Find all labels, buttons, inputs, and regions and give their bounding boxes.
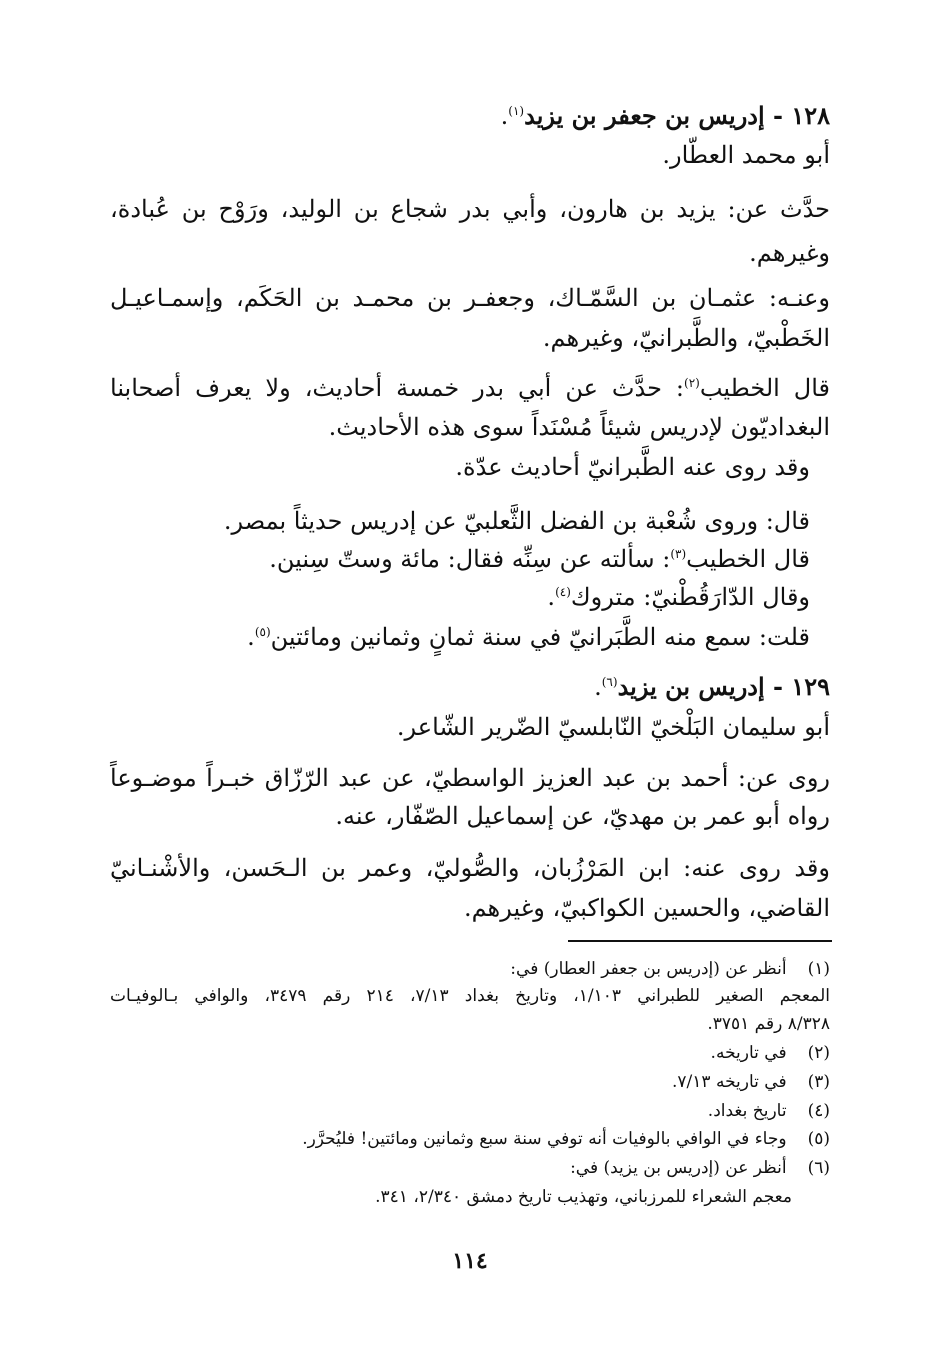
footnote-ref-6: (٦)	[601, 675, 618, 689]
entry-129-rawa-line-1: روى عن: أحمد بن عبد العزيز الواسطيّ، عن عبد الرّزّاق خبـراً موضـوعاً	[110, 764, 830, 792]
entry-128-qultu: قلت: سمع منه الطَّبَرانيّ في سنة ثمانٍ وثمانين ومائتين$^{(٥)}$.	[247, 623, 810, 651]
entry-129-rawa-anhu-line-2: القاضي، والحسين الكواكبيّ، وغيرهم.	[463, 894, 830, 922]
footnote-1-number: (١)	[807, 959, 830, 979]
footnote-ref-5: (٥)	[254, 625, 271, 639]
footnote-6-line-2: معجم الشعراء للمرزباني، وتهذيب تاريخ دمشق ٢/٣٤٠، ٣٤١.	[375, 1187, 792, 1207]
footnote-5-number: (٥)	[807, 1129, 830, 1149]
footnote-4: (٤) تاريخ بغداد.	[707, 1101, 830, 1121]
footnote-6-number: (٦)	[807, 1158, 830, 1178]
footnote-1-line-2: المعجم الصغير للطبراني ١/١٠٣، وتاريخ بغداد ٧/١٣، ٢١٤ رقم ٣٤٧٩، والوافي بـالوفيـات	[110, 986, 830, 1006]
footnote-1-line-3: ٨/٣٢٨ رقم ٣٧٥١.	[707, 1014, 830, 1034]
footnote-ref-3: (٣)	[670, 547, 687, 561]
footnote-5: (٥) وجاء في الوافي بالوفيات أنه توفي سنة سبع وثمانين ومائتين! فليُحرَّر.	[302, 1129, 830, 1149]
entry-129-number: ١٢٩ -	[764, 672, 830, 701]
entry-128-khatib-age: قال الخطيب$^{(٣)}$: سألته عن سِنِّه فقال: مائة وستّ سِنين.	[269, 545, 810, 573]
entry-128-khatib-line-1: قال الخطيب$^{(٢)}$: حدَّث عن أبي بدر خمسة أحاديث، ولا يعرف أصحابنا	[110, 374, 831, 402]
footnote-ref-1: (١)	[508, 104, 525, 118]
entry-128-haddath-line-2: وغيرهم.	[749, 239, 830, 267]
entry-129-kunya: أبو سليمان البَلْخيّ النّابلسيّ الضّرير الشّاعر.	[396, 713, 830, 741]
footnote-6-line-1: (٦) أنظر عن (إدريس بن يزيد) في:	[570, 1158, 830, 1178]
footnote-2: (٢) في تاريخه.	[710, 1043, 830, 1063]
entry-128-name: إدريس بن جعفر بن يزيد	[524, 101, 765, 130]
entry-129-name: إدريس بن يزيد	[617, 672, 765, 701]
footnote-3-number: (٣)	[807, 1072, 830, 1092]
footnote-2-number: (٢)	[807, 1043, 830, 1063]
footnote-separator	[568, 940, 832, 942]
entry-128-number: ١٢٨ -	[764, 101, 830, 130]
entry-128-kunya: أبو محمد العطّار.	[662, 141, 830, 169]
entry-128-khatib-line-2: البغداديّون لإدريس شيئاً مُسْنَداً سوى هذه الأحاديث.	[328, 413, 830, 441]
entry-128-anhu-line-1: وعنـه: عثمـان بن السَّمّـاك، وجعفـر بن محمـد بن الحَكَم، وإسمـاعيـل	[110, 284, 830, 312]
footnote-ref-4: (٤)	[555, 585, 571, 599]
entry-129-rawa-anhu-line-1: وقد روى عنه: ابن المَرْزُبان، والصُّوليّ، وعمر بن الـحَسن، والأشْنـانيّ	[110, 854, 830, 882]
page-number: ١١٤	[452, 1248, 488, 1274]
entry-128-anhu-line-2: الخَطْبيّ، والطَّبرانيّ، وغيرهم.	[542, 324, 830, 352]
entry-128-shuba: قال: وروى شُعْبة بن الفضل الثَّعلبيّ عن إدريس حديثاً بمصر.	[223, 507, 810, 535]
entry-128-tabarani: وقد روى عنه الطَّبرانيّ أحاديث عدّة.	[455, 453, 810, 481]
entry-128-daraqutni: وقال الدّارَقُطْنيّ: متروك$^{(٤)}$.	[547, 583, 810, 611]
footnote-3: (٣) في تاريخه ٧/١٣.	[672, 1072, 830, 1092]
entry-129-rawa-line-2: رواه أبو عمر بن مهديّ، عن إسماعيل الصّفّار، عنه.	[335, 802, 830, 830]
footnote-ref-2: (٢)	[684, 376, 700, 390]
entry-128-heading: ١٢٨ - إدريس بن جعفر بن يزيد$^{(١)}$.	[500, 101, 830, 130]
footnote-4-number: (٤)	[807, 1101, 830, 1121]
entry-128-haddath-line-1: حدَّث عن: يزيد بن هارون، وأبي بدر شجاع بن الوليد، ورَوْح بن عُبادة،	[110, 195, 830, 223]
footnote-1-line-1: (١) أنظر عن (إدريس بن جعفر العطار) في:	[510, 959, 830, 979]
entry-129-heading: ١٢٩ - إدريس بن يزيد$^{(٦)}$.	[594, 672, 830, 701]
